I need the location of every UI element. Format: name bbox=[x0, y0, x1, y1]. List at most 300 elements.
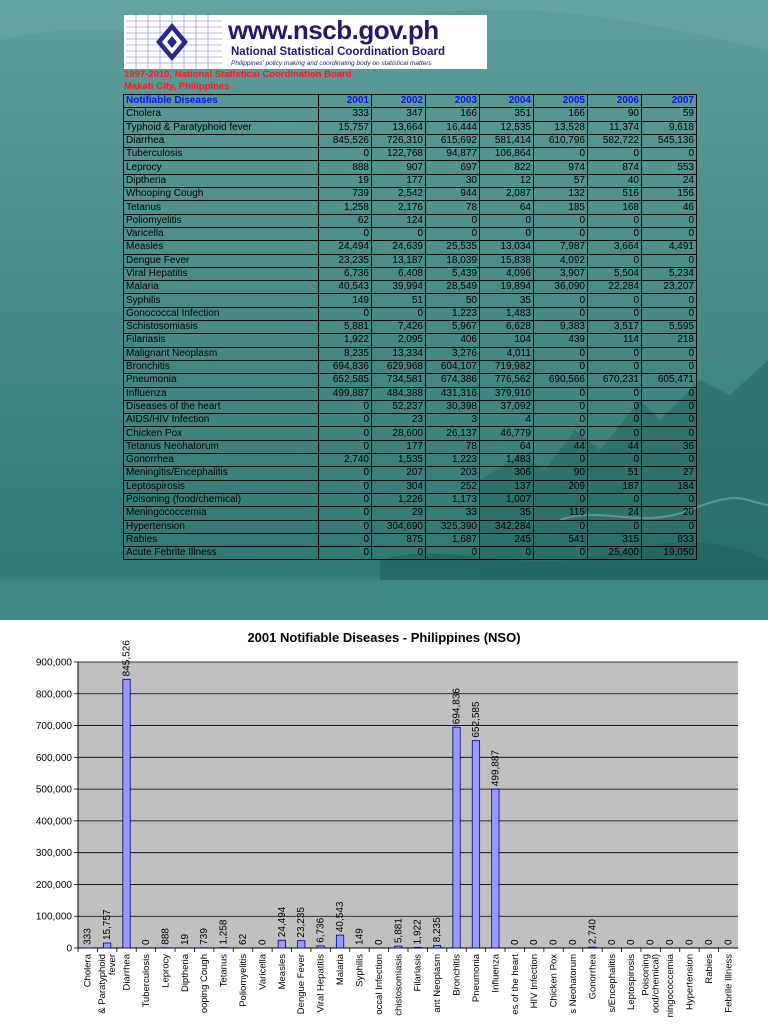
bar bbox=[278, 940, 285, 948]
disease-name-cell: Chicken Pox bbox=[124, 427, 319, 440]
value-cell: 0 bbox=[319, 307, 372, 320]
value-cell: 776,562 bbox=[480, 374, 534, 387]
value-cell: 64 bbox=[480, 440, 534, 453]
disease-name-cell: Syphilis bbox=[124, 294, 319, 307]
value-cell: 304,690 bbox=[372, 520, 426, 533]
value-cell: 888 bbox=[319, 161, 372, 174]
value-cell: 1,535 bbox=[372, 454, 426, 467]
category-label: Varicella bbox=[257, 954, 269, 990]
y-tick-label: 100,000 bbox=[35, 911, 72, 923]
value-cell: 0 bbox=[642, 254, 697, 267]
disease-name-cell: Malignant Neoplasm bbox=[124, 347, 319, 360]
value-cell: 1,223 bbox=[426, 454, 480, 467]
bar bbox=[492, 789, 499, 948]
bar bbox=[589, 947, 596, 948]
value-cell: 516 bbox=[588, 188, 642, 201]
value-cell: 78 bbox=[426, 440, 480, 453]
category-label: Measles bbox=[276, 954, 288, 990]
data-label: 0 bbox=[665, 939, 677, 945]
value-cell: 0 bbox=[588, 148, 642, 161]
value-cell: 9,383 bbox=[534, 321, 588, 334]
value-cell: 177 bbox=[372, 440, 426, 453]
category-label: Viral Hepatitis bbox=[315, 954, 327, 1013]
y-tick-label: 300,000 bbox=[35, 848, 72, 860]
header-year: 2001 bbox=[319, 95, 372, 108]
table-row bbox=[124, 427, 697, 440]
value-cell: 24,494 bbox=[319, 241, 372, 254]
value-cell: 35 bbox=[480, 294, 534, 307]
value-cell: 36 bbox=[642, 440, 697, 453]
category-label: Influenza bbox=[490, 954, 502, 993]
y-tick-label: 800,000 bbox=[35, 689, 72, 701]
value-cell: 218 bbox=[642, 334, 697, 347]
header-year: 2003 bbox=[426, 95, 480, 108]
value-cell: 4,011 bbox=[480, 347, 534, 360]
value-cell: 0 bbox=[319, 493, 372, 506]
table-row bbox=[124, 307, 697, 320]
value-cell: 15,838 bbox=[480, 254, 534, 267]
value-cell: 845,526 bbox=[319, 134, 372, 147]
value-cell: 605,471 bbox=[642, 374, 697, 387]
category-label: Rabies bbox=[703, 954, 715, 984]
value-cell: 0 bbox=[319, 480, 372, 493]
table-row bbox=[124, 174, 697, 187]
bar bbox=[103, 943, 110, 948]
disease-name-cell: Diarrhea bbox=[124, 134, 319, 147]
value-cell: 739 bbox=[319, 188, 372, 201]
disease-name-cell: Poisoning (food/chemical) bbox=[124, 493, 319, 506]
disease-name-cell: Leptospirosis bbox=[124, 480, 319, 493]
value-cell: 0 bbox=[426, 214, 480, 227]
disease-name-cell: Gonorrhea bbox=[124, 454, 319, 467]
value-cell: 245 bbox=[480, 533, 534, 546]
value-cell: 9,618 bbox=[642, 121, 697, 134]
disease-name-cell: Bronchitis bbox=[124, 360, 319, 373]
value-cell: 0 bbox=[642, 414, 697, 427]
value-cell: 57 bbox=[534, 174, 588, 187]
table-row bbox=[124, 347, 697, 360]
value-cell: 209 bbox=[534, 480, 588, 493]
value-cell: 0 bbox=[534, 414, 588, 427]
disease-name-cell: Diptheria bbox=[124, 174, 319, 187]
data-label: 0 bbox=[140, 939, 152, 945]
disease-name-cell: Dengue Fever bbox=[124, 254, 319, 267]
value-cell: 694,836 bbox=[319, 360, 372, 373]
value-cell: 8,235 bbox=[319, 347, 372, 360]
chart-title: 2001 Notifiable Diseases - Philippines (NSO) bbox=[247, 630, 521, 645]
value-cell: 11,374 bbox=[588, 121, 642, 134]
value-cell: 0 bbox=[642, 347, 697, 360]
value-cell: 674,386 bbox=[426, 374, 480, 387]
value-cell: 59 bbox=[642, 108, 697, 121]
data-label: 333 bbox=[82, 928, 94, 945]
table-row bbox=[124, 507, 697, 520]
value-cell: 431,316 bbox=[426, 387, 480, 400]
value-cell: 439 bbox=[534, 334, 588, 347]
value-cell: 652,585 bbox=[319, 374, 372, 387]
category-label: fever bbox=[107, 954, 119, 976]
category-label: ood/chemical) bbox=[650, 954, 662, 1014]
disease-name-cell: Filariasis bbox=[124, 334, 319, 347]
value-cell: 0 bbox=[534, 347, 588, 360]
value-cell: 0 bbox=[319, 507, 372, 520]
value-cell: 0 bbox=[588, 427, 642, 440]
value-cell: 166 bbox=[534, 108, 588, 121]
value-cell: 114 bbox=[588, 334, 642, 347]
value-cell: 177 bbox=[372, 174, 426, 187]
value-cell: 541 bbox=[534, 533, 588, 546]
value-cell: 1,483 bbox=[480, 454, 534, 467]
category-label: Tetanus bbox=[218, 954, 230, 988]
value-cell: 0 bbox=[642, 520, 697, 533]
data-label: 694,836 bbox=[451, 688, 463, 725]
value-cell: 252 bbox=[426, 480, 480, 493]
value-cell: 46,779 bbox=[480, 427, 534, 440]
value-cell: 39,994 bbox=[372, 281, 426, 294]
value-cell: 24 bbox=[588, 507, 642, 520]
value-cell: 0 bbox=[426, 227, 480, 240]
value-cell: 13,187 bbox=[372, 254, 426, 267]
disease-name-cell: Viral Hepatitis bbox=[124, 267, 319, 280]
value-cell: 0 bbox=[588, 227, 642, 240]
value-cell: 166 bbox=[426, 108, 480, 121]
value-cell: 907 bbox=[372, 161, 426, 174]
data-label: 24,494 bbox=[276, 906, 288, 938]
value-cell: 90 bbox=[534, 467, 588, 480]
table-row bbox=[124, 254, 697, 267]
value-cell: 4 bbox=[480, 414, 534, 427]
value-cell: 822 bbox=[480, 161, 534, 174]
value-cell: 51 bbox=[588, 467, 642, 480]
category-label: Hypertension bbox=[684, 954, 696, 1010]
value-cell: 30 bbox=[426, 174, 480, 187]
value-cell: 604,107 bbox=[426, 360, 480, 373]
value-cell: 115 bbox=[534, 507, 588, 520]
value-cell: 6,408 bbox=[372, 267, 426, 280]
value-cell: 37,092 bbox=[480, 400, 534, 413]
table-row bbox=[124, 414, 697, 427]
category-label: Bronchitis bbox=[451, 954, 463, 996]
value-cell: 44 bbox=[588, 440, 642, 453]
y-tick-label: 500,000 bbox=[35, 784, 72, 796]
header-year: 2005 bbox=[534, 95, 588, 108]
value-cell: 137 bbox=[480, 480, 534, 493]
value-cell: 5,967 bbox=[426, 321, 480, 334]
value-cell: 0 bbox=[534, 307, 588, 320]
value-cell: 0 bbox=[534, 427, 588, 440]
value-cell: 833 bbox=[642, 533, 697, 546]
value-cell: 94,877 bbox=[426, 148, 480, 161]
table-row bbox=[124, 400, 697, 413]
value-cell: 122,768 bbox=[372, 148, 426, 161]
value-cell: 1,007 bbox=[480, 493, 534, 506]
value-cell: 18,039 bbox=[426, 254, 480, 267]
table-row bbox=[124, 533, 697, 546]
value-cell: 52,237 bbox=[372, 400, 426, 413]
source-line-1: 1997-2010, National Statistical Coordination Board bbox=[124, 69, 352, 80]
table-row bbox=[124, 480, 697, 493]
value-cell: 27 bbox=[642, 467, 697, 480]
value-cell: 46 bbox=[642, 201, 697, 214]
table-row bbox=[124, 227, 697, 240]
data-label: 1,258 bbox=[218, 919, 230, 945]
table-row bbox=[124, 374, 697, 387]
value-cell: 0 bbox=[534, 400, 588, 413]
value-cell: 19,894 bbox=[480, 281, 534, 294]
value-cell: 0 bbox=[642, 214, 697, 227]
value-cell: 4,092 bbox=[534, 254, 588, 267]
disease-name-cell: Influenza bbox=[124, 387, 319, 400]
value-cell: 0 bbox=[319, 467, 372, 480]
value-cell: 187 bbox=[588, 480, 642, 493]
table-row bbox=[124, 201, 697, 214]
value-cell: 0 bbox=[534, 454, 588, 467]
value-cell: 2,176 bbox=[372, 201, 426, 214]
value-cell: 13,334 bbox=[372, 347, 426, 360]
value-cell: 29 bbox=[372, 507, 426, 520]
value-cell: 5,881 bbox=[319, 321, 372, 334]
value-cell: 19,050 bbox=[642, 547, 697, 560]
table-row bbox=[124, 134, 697, 147]
value-cell: 5,439 bbox=[426, 267, 480, 280]
value-cell: 499,887 bbox=[319, 387, 372, 400]
value-cell: 13,528 bbox=[534, 121, 588, 134]
value-cell: 0 bbox=[642, 148, 697, 161]
data-label: 40,543 bbox=[335, 901, 347, 933]
value-cell: 22,284 bbox=[588, 281, 642, 294]
value-cell: 0 bbox=[372, 227, 426, 240]
data-label: 62 bbox=[238, 933, 249, 945]
value-cell: 0 bbox=[642, 227, 697, 240]
value-cell: 629,968 bbox=[372, 360, 426, 373]
table-row bbox=[124, 467, 697, 480]
value-cell: 6,736 bbox=[319, 267, 372, 280]
value-cell: 0 bbox=[642, 427, 697, 440]
disease-name-cell: Schistosomiasis bbox=[124, 321, 319, 334]
data-label: 0 bbox=[548, 939, 560, 945]
value-cell: 0 bbox=[588, 414, 642, 427]
category-label: ant Neoplasm bbox=[432, 954, 444, 1013]
category-label: Syphilis bbox=[354, 954, 366, 987]
notifiable-diseases-table bbox=[123, 94, 697, 560]
value-cell: 124 bbox=[372, 214, 426, 227]
value-cell: 20 bbox=[642, 507, 697, 520]
value-cell: 0 bbox=[642, 493, 697, 506]
disease-name-cell: Gonococcal Infection bbox=[124, 307, 319, 320]
bar bbox=[317, 946, 324, 948]
value-cell: 2,740 bbox=[319, 454, 372, 467]
value-cell: 0 bbox=[480, 227, 534, 240]
value-cell: 0 bbox=[588, 400, 642, 413]
value-cell: 104 bbox=[480, 334, 534, 347]
data-label: 15,757 bbox=[102, 909, 114, 940]
table-body bbox=[124, 108, 697, 560]
disease-name-cell: Varicella bbox=[124, 227, 319, 240]
data-label: 0 bbox=[606, 939, 618, 945]
value-cell: 379,910 bbox=[480, 387, 534, 400]
logo-url: www.nscb.gov.ph bbox=[228, 15, 439, 45]
value-cell: 5,504 bbox=[588, 267, 642, 280]
category-label: Febrile Illness bbox=[723, 954, 735, 1013]
value-cell: 3,517 bbox=[588, 321, 642, 334]
table-row bbox=[124, 334, 697, 347]
value-cell: 1,226 bbox=[372, 493, 426, 506]
value-cell: 12 bbox=[480, 174, 534, 187]
value-cell: 0 bbox=[319, 227, 372, 240]
data-label: 845,526 bbox=[121, 640, 133, 677]
disease-name-cell: Poliomyelitis bbox=[124, 214, 319, 227]
value-cell: 581,414 bbox=[480, 134, 534, 147]
value-cell: 615,692 bbox=[426, 134, 480, 147]
value-cell: 406 bbox=[426, 334, 480, 347]
bar bbox=[472, 741, 479, 948]
value-cell: 25,535 bbox=[426, 241, 480, 254]
value-cell: 16,444 bbox=[426, 121, 480, 134]
category-label: Poisoning bbox=[640, 954, 652, 996]
value-cell: 690,566 bbox=[534, 374, 588, 387]
value-cell: 3,664 bbox=[588, 241, 642, 254]
value-cell: 0 bbox=[534, 148, 588, 161]
category-label: Chicken Pox bbox=[548, 954, 560, 1008]
value-cell: 670,231 bbox=[588, 374, 642, 387]
value-cell: 35 bbox=[480, 507, 534, 520]
value-cell: 0 bbox=[588, 347, 642, 360]
table-row bbox=[124, 454, 697, 467]
value-cell: 0 bbox=[642, 307, 697, 320]
data-label: 0 bbox=[684, 939, 696, 945]
data-label: 0 bbox=[568, 939, 579, 945]
value-cell: 0 bbox=[588, 254, 642, 267]
value-cell: 304 bbox=[372, 480, 426, 493]
data-label: 0 bbox=[723, 939, 735, 945]
category-label: Leptospirosis bbox=[626, 954, 638, 1010]
value-cell: 7,426 bbox=[372, 321, 426, 334]
category-label: Tuberculosis bbox=[140, 954, 152, 1008]
value-cell: 2,542 bbox=[372, 188, 426, 201]
value-cell: 0 bbox=[642, 360, 697, 373]
disease-name-cell: Hypertension bbox=[124, 520, 319, 533]
value-cell: 1,258 bbox=[319, 201, 372, 214]
value-cell: 0 bbox=[588, 387, 642, 400]
disease-name-cell: Leprocy bbox=[124, 161, 319, 174]
value-cell: 0 bbox=[642, 294, 697, 307]
bar bbox=[336, 935, 343, 948]
data-label: 499,887 bbox=[490, 749, 502, 787]
y-tick-label: 200,000 bbox=[35, 879, 72, 891]
category-label: Malaria bbox=[335, 954, 347, 986]
category-label: Diarrhea bbox=[121, 954, 133, 991]
disease-name-cell: Meningococcemia bbox=[124, 507, 319, 520]
table-row bbox=[124, 547, 697, 560]
category-label: Dengue Fever bbox=[296, 954, 308, 1015]
logo-org-name: National Statistical Coordination Board bbox=[231, 46, 446, 58]
disease-name-cell: Acute Febrite Illness bbox=[124, 547, 319, 560]
table-row bbox=[124, 188, 697, 201]
y-tick-label: 400,000 bbox=[35, 816, 72, 828]
value-cell: 50 bbox=[426, 294, 480, 307]
category-label: Pneumonia bbox=[470, 954, 482, 1003]
value-cell: 13,664 bbox=[372, 121, 426, 134]
value-cell: 347 bbox=[372, 108, 426, 121]
value-cell: 149 bbox=[319, 294, 372, 307]
category-label: ningococcemia bbox=[665, 954, 677, 1018]
value-cell: 697 bbox=[426, 161, 480, 174]
value-cell: 734,581 bbox=[372, 374, 426, 387]
data-label: 0 bbox=[373, 939, 385, 945]
value-cell: 156 bbox=[642, 188, 697, 201]
value-cell: 1,223 bbox=[426, 307, 480, 320]
table-row bbox=[124, 294, 697, 307]
value-cell: 333 bbox=[319, 108, 372, 121]
value-cell: 4,096 bbox=[480, 267, 534, 280]
category-label: ooping Cough bbox=[199, 954, 211, 1014]
value-cell: 0 bbox=[642, 400, 697, 413]
value-cell: 0 bbox=[588, 493, 642, 506]
data-label: 5,881 bbox=[393, 918, 405, 944]
value-cell: 351 bbox=[480, 108, 534, 121]
table-row bbox=[124, 267, 697, 280]
value-cell: 23,207 bbox=[642, 281, 697, 294]
value-cell: 974 bbox=[534, 161, 588, 174]
value-cell: 0 bbox=[319, 440, 372, 453]
disease-name-cell: Rabies bbox=[124, 533, 319, 546]
table-row bbox=[124, 360, 697, 373]
category-label: HIV Infection bbox=[529, 954, 541, 1009]
data-label: 23,235 bbox=[296, 907, 308, 938]
header-year: 2006 bbox=[588, 95, 642, 108]
data-label: 739 bbox=[199, 928, 211, 945]
value-cell: 2,087 bbox=[480, 188, 534, 201]
bar-chart bbox=[0, 620, 768, 1024]
data-label: 652,585 bbox=[470, 701, 482, 738]
value-cell: 0 bbox=[642, 454, 697, 467]
data-label: 8,235 bbox=[432, 917, 444, 943]
bar bbox=[433, 945, 440, 948]
value-cell: 306 bbox=[480, 467, 534, 480]
category-label: occal Infection bbox=[373, 954, 385, 1015]
category-label: chistosomiasis bbox=[393, 954, 405, 1016]
header-year: 2002 bbox=[372, 95, 426, 108]
data-label: 2,740 bbox=[587, 919, 599, 945]
value-cell: 207 bbox=[372, 467, 426, 480]
bar bbox=[453, 727, 460, 948]
value-cell: 610,796 bbox=[534, 134, 588, 147]
table-row bbox=[124, 108, 697, 121]
value-cell: 62 bbox=[319, 214, 372, 227]
category-label: s/Encephalitis bbox=[606, 954, 618, 1013]
value-cell: 0 bbox=[319, 520, 372, 533]
value-cell: 0 bbox=[534, 294, 588, 307]
value-cell: 0 bbox=[426, 547, 480, 560]
disease-name-cell: Whooping Cough bbox=[124, 188, 319, 201]
plot-area bbox=[78, 662, 738, 948]
disease-name-cell: Typhoid & Paratyphoid fever bbox=[124, 121, 319, 134]
value-cell: 342,284 bbox=[480, 520, 534, 533]
value-cell: 0 bbox=[319, 148, 372, 161]
value-cell: 184 bbox=[642, 480, 697, 493]
table-row bbox=[124, 387, 697, 400]
value-cell: 0 bbox=[588, 307, 642, 320]
value-cell: 553 bbox=[642, 161, 697, 174]
category-label: Diptheria bbox=[179, 954, 191, 993]
data-label: 888 bbox=[160, 928, 172, 945]
value-cell: 1,922 bbox=[319, 334, 372, 347]
value-cell: 28,600 bbox=[372, 427, 426, 440]
value-cell: 4,491 bbox=[642, 241, 697, 254]
data-label: 0 bbox=[257, 939, 269, 945]
value-cell: 25,400 bbox=[588, 547, 642, 560]
data-label: 1,922 bbox=[412, 919, 424, 945]
